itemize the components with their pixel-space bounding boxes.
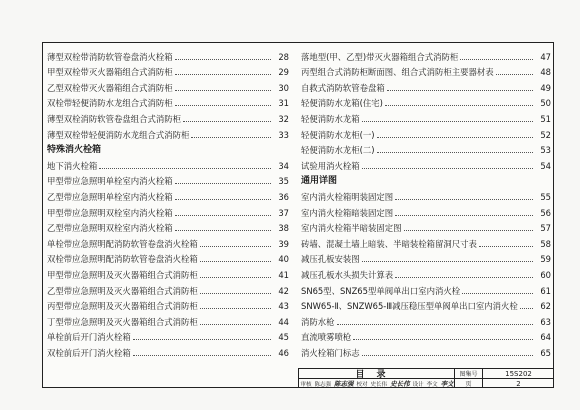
leader-dots	[395, 277, 533, 278]
toc-entry-title: 室内消火栓箱半暗装固定图	[301, 223, 402, 234]
leader-dots	[353, 339, 533, 340]
toc-entry-page: 50	[540, 98, 551, 109]
toc-entry	[301, 219, 551, 235]
toc-entry	[301, 109, 551, 125]
toc-entry	[47, 94, 289, 110]
review-name: 陈志强	[314, 381, 332, 388]
leader-dots	[183, 121, 271, 122]
toc-entry	[301, 141, 551, 157]
leader-dots	[200, 246, 271, 247]
toc-entry-page: 57	[540, 223, 551, 234]
toc-entry	[47, 125, 289, 141]
toc-entry-title: 乙型带应急照明单栓室内消火栓箱	[47, 191, 173, 202]
toc-entry	[47, 312, 289, 328]
toc-entry-page: 54	[540, 160, 551, 171]
toc-entry-title: 落地型(甲、乙型)带灭火器箱组合式消防柜	[301, 51, 459, 62]
toc-entry-page: 39	[278, 238, 289, 249]
toc-entry-title: 双栓前后开门消火栓箱	[47, 347, 131, 358]
toc-entry	[301, 328, 551, 344]
toc-right-column	[301, 47, 551, 359]
toc-entry	[47, 78, 289, 94]
leader-dots	[377, 152, 533, 153]
design-name: 李文	[426, 381, 438, 388]
toc-entry-title: 减压孔板水头损失计算表	[301, 269, 394, 280]
page-label: 页	[455, 379, 483, 388]
toc-entry	[47, 187, 289, 203]
toc-entry	[47, 63, 289, 79]
toc-entry	[47, 250, 289, 266]
toc-entry-title: 通用详图	[301, 176, 338, 187]
toc-entry-title: 特殊消火栓箱	[47, 145, 102, 156]
toc-entry-page: 42	[278, 285, 289, 296]
toc-entry-title: 自救式消防软管卷盘箱	[301, 82, 385, 93]
toc-entry-page: 49	[540, 82, 551, 93]
toc-entry-page: 64	[540, 332, 551, 343]
toc-entry-title: 室内消火栓箱明装固定图	[301, 191, 394, 202]
review-label: 审核	[300, 381, 312, 388]
toc-entry	[47, 156, 289, 172]
toc-left-column	[47, 47, 289, 359]
toc-entry-page: 51	[540, 113, 551, 124]
toc-entry	[47, 172, 289, 188]
toc-entry-title: 薄型双栓消防软管卷盘组合式消防柜	[47, 113, 181, 124]
toc-entry-page: 59	[540, 254, 551, 265]
toc-entry-page: 40	[278, 254, 289, 265]
leader-dots	[175, 105, 271, 106]
toc-entry-title: 甲型带应急照明单栓室内消火栓箱	[47, 176, 173, 187]
leader-dots	[387, 90, 533, 91]
leader-dots	[404, 230, 534, 231]
leader-dots	[385, 105, 533, 106]
toc-entry-title: 薄型双栓带轻便消防水龙组合式消防柜	[47, 129, 190, 140]
check-label: 校对	[356, 381, 368, 388]
toc-entry-title: 轻便消防水龙柜(二)	[301, 145, 375, 156]
toc-entry-page: 35	[278, 176, 289, 187]
toc-entry-title: 试验用消火栓箱	[301, 160, 360, 171]
leader-dots	[496, 74, 533, 75]
toc-entry-page: 60	[540, 269, 551, 280]
toc-entry-title: 双栓带轻便消防水龙组合式消防柜	[47, 98, 173, 109]
title-block	[298, 368, 553, 387]
leader-dots	[395, 199, 533, 200]
toc-entry-title: SNW65-Ⅱ、SNZW65-Ⅲ减压稳压型单阀单出口室内消火栓	[301, 301, 518, 312]
leader-dots	[200, 261, 271, 262]
leader-dots	[200, 308, 271, 309]
leader-dots	[362, 355, 533, 356]
toc-entry	[47, 219, 289, 235]
toc-entry-page: 52	[540, 129, 551, 140]
toc-entry-title: 双栓带应急照明配消防软管卷盘消火栓箱	[47, 254, 198, 265]
leader-dots	[175, 199, 271, 200]
toc-entry-page: 37	[278, 207, 289, 218]
toc-entry	[47, 297, 289, 313]
toc-entry-page: 29	[278, 67, 289, 78]
toc-entry	[47, 203, 289, 219]
toc-entry-title: 丁型带应急照明及灭火器箱组合式消防柜	[47, 316, 198, 327]
toc-entry	[301, 265, 551, 281]
toc-entry-page: 62	[540, 301, 551, 312]
leader-dots	[175, 90, 271, 91]
toc-entry-title: 轻便消防水龙箱	[301, 113, 360, 124]
sheet-title: 目录	[299, 369, 455, 379]
toc-entry-page: 34	[278, 160, 289, 171]
toc-entry	[301, 281, 551, 297]
toc-entry-title: 室内消火栓箱暗装固定图	[301, 207, 394, 218]
leader-dots	[362, 121, 533, 122]
toc-entry	[301, 47, 551, 63]
leader-dots	[99, 168, 271, 169]
toc-entry	[301, 203, 551, 219]
toc-entry	[47, 47, 289, 63]
check-name: 史长伟	[370, 381, 388, 388]
toc-entry-title: SN65型、SNZ65型单阀单出口室内消火栓	[301, 285, 461, 296]
toc-entry-page: 30	[278, 82, 289, 93]
toc-entry-title: 减压孔板安装图	[301, 254, 360, 265]
toc-entry	[301, 187, 551, 203]
toc-entry	[301, 78, 551, 94]
leader-dots	[337, 324, 534, 325]
toc-entry-page: 38	[278, 223, 289, 234]
leader-dots	[191, 137, 271, 138]
toc-entry-title: 乙型双栓带灭火器箱组合式消防柜	[47, 82, 173, 93]
toc-entry-page: 28	[278, 51, 289, 62]
toc-entry-page: 55	[540, 191, 551, 202]
signature-row	[299, 379, 455, 388]
toc-entry-page: 58	[540, 238, 551, 249]
toc-entry-title: 甲型带应急照明及灭火器箱组合式消防柜	[47, 269, 198, 280]
review-signature: 陈志强	[334, 380, 354, 388]
toc-entry-page: 65	[540, 347, 551, 358]
toc-entry	[301, 343, 551, 359]
toc-entry	[47, 265, 289, 281]
toc-entry-page: 36	[278, 191, 289, 202]
leader-dots	[200, 324, 271, 325]
toc-entry-title: 消火栓箱门标志	[301, 347, 360, 358]
leader-dots	[362, 168, 533, 169]
toc-entry-title: 乙型带应急照明双栓室内消火栓箱	[47, 223, 173, 234]
check-signature: 史长伟	[390, 380, 410, 388]
toc-entry-title: 甲型双栓带灭火器箱组合式消防柜	[47, 67, 173, 78]
toc-entry	[47, 234, 289, 250]
toc-entry-title: 薄型双栓带消防软管卷盘消火栓箱	[47, 51, 173, 62]
toc-entry-title: 单栓带应急照明配消防软管卷盘消火栓箱	[47, 238, 198, 249]
leader-dots	[133, 339, 271, 340]
toc-entry-page: 43	[278, 301, 289, 312]
leader-dots	[462, 293, 533, 294]
toc-entry-title: 丙型带应急照明及灭火器箱组合式消防柜	[47, 301, 198, 312]
toc-entry-page: 46	[278, 347, 289, 358]
leader-dots	[377, 137, 533, 138]
leader-dots	[460, 59, 533, 60]
toc-entry	[301, 63, 551, 79]
atlas-number: 15S202	[483, 369, 554, 379]
toc-entry	[301, 156, 551, 172]
leader-dots	[362, 261, 533, 262]
toc-entry-title: 甲型带应急照明双栓室内消火栓箱	[47, 207, 173, 218]
toc-entry-title: 直流喷雾喷枪	[301, 332, 352, 343]
leader-dots	[175, 230, 271, 231]
toc-entry-title: 轻便消防水龙柜(一)	[301, 129, 375, 140]
leader-dots	[520, 308, 533, 309]
page-number: 2	[516, 379, 521, 388]
toc-entry-page: 44	[278, 316, 289, 327]
toc-entry	[47, 281, 289, 297]
leader-dots	[175, 74, 271, 75]
toc-section-heading	[301, 172, 551, 188]
drawing-frame	[42, 42, 554, 388]
toc-entry	[47, 109, 289, 125]
toc-entry-title: 单栓前后开门消火栓箱	[47, 332, 131, 343]
leader-dots	[175, 215, 271, 216]
toc-entry-page: 61	[540, 285, 551, 296]
toc-entry	[301, 312, 551, 328]
leader-dots	[175, 183, 271, 184]
toc-entry	[301, 250, 551, 266]
toc-entry-title: 地下消火栓箱	[47, 160, 98, 171]
toc-entry-title: 消防水枪	[301, 316, 335, 327]
toc-entry-page: 47	[540, 51, 551, 62]
toc-entry-page: 45	[278, 332, 289, 343]
leader-dots	[200, 293, 271, 294]
toc-entry-title: 乙型带应急照明及灭火器箱组合式消防柜	[47, 285, 198, 296]
design-signature: 李文	[440, 380, 454, 388]
leader-dots	[479, 246, 533, 247]
toc-entry-page: 56	[540, 207, 551, 218]
toc-section-heading	[47, 141, 289, 157]
toc-entry-page: 41	[278, 269, 289, 280]
toc-entry-page: 32	[278, 113, 289, 124]
toc-entry	[47, 328, 289, 344]
atlas-number-label: 图集号	[455, 369, 483, 379]
toc-entry-page: 63	[540, 316, 551, 327]
leader-dots	[200, 277, 271, 278]
toc-entry-title: 轻便消防水龙箱(住宅)	[301, 98, 383, 109]
design-label: 设计	[412, 381, 424, 388]
toc-entry	[47, 343, 289, 359]
toc-entry-page: 31	[278, 98, 289, 109]
toc-entry-page: 33	[278, 129, 289, 140]
toc-entry-title: 砖墙、混凝土墙上暗装、半暗装栓箱留洞尺寸表	[301, 238, 477, 249]
leader-dots	[133, 355, 271, 356]
toc-entry-title: 丙型组合式消防柜断面图、组合式消防柜主要器材表	[301, 67, 494, 78]
toc-entry	[301, 94, 551, 110]
toc-entry-page: 48	[540, 67, 551, 78]
toc-entry	[301, 125, 551, 141]
leader-dots	[175, 59, 271, 60]
toc-entry-page: 53	[540, 145, 551, 156]
toc-entry	[301, 234, 551, 250]
leader-dots	[395, 215, 533, 216]
toc-entry	[301, 297, 551, 313]
